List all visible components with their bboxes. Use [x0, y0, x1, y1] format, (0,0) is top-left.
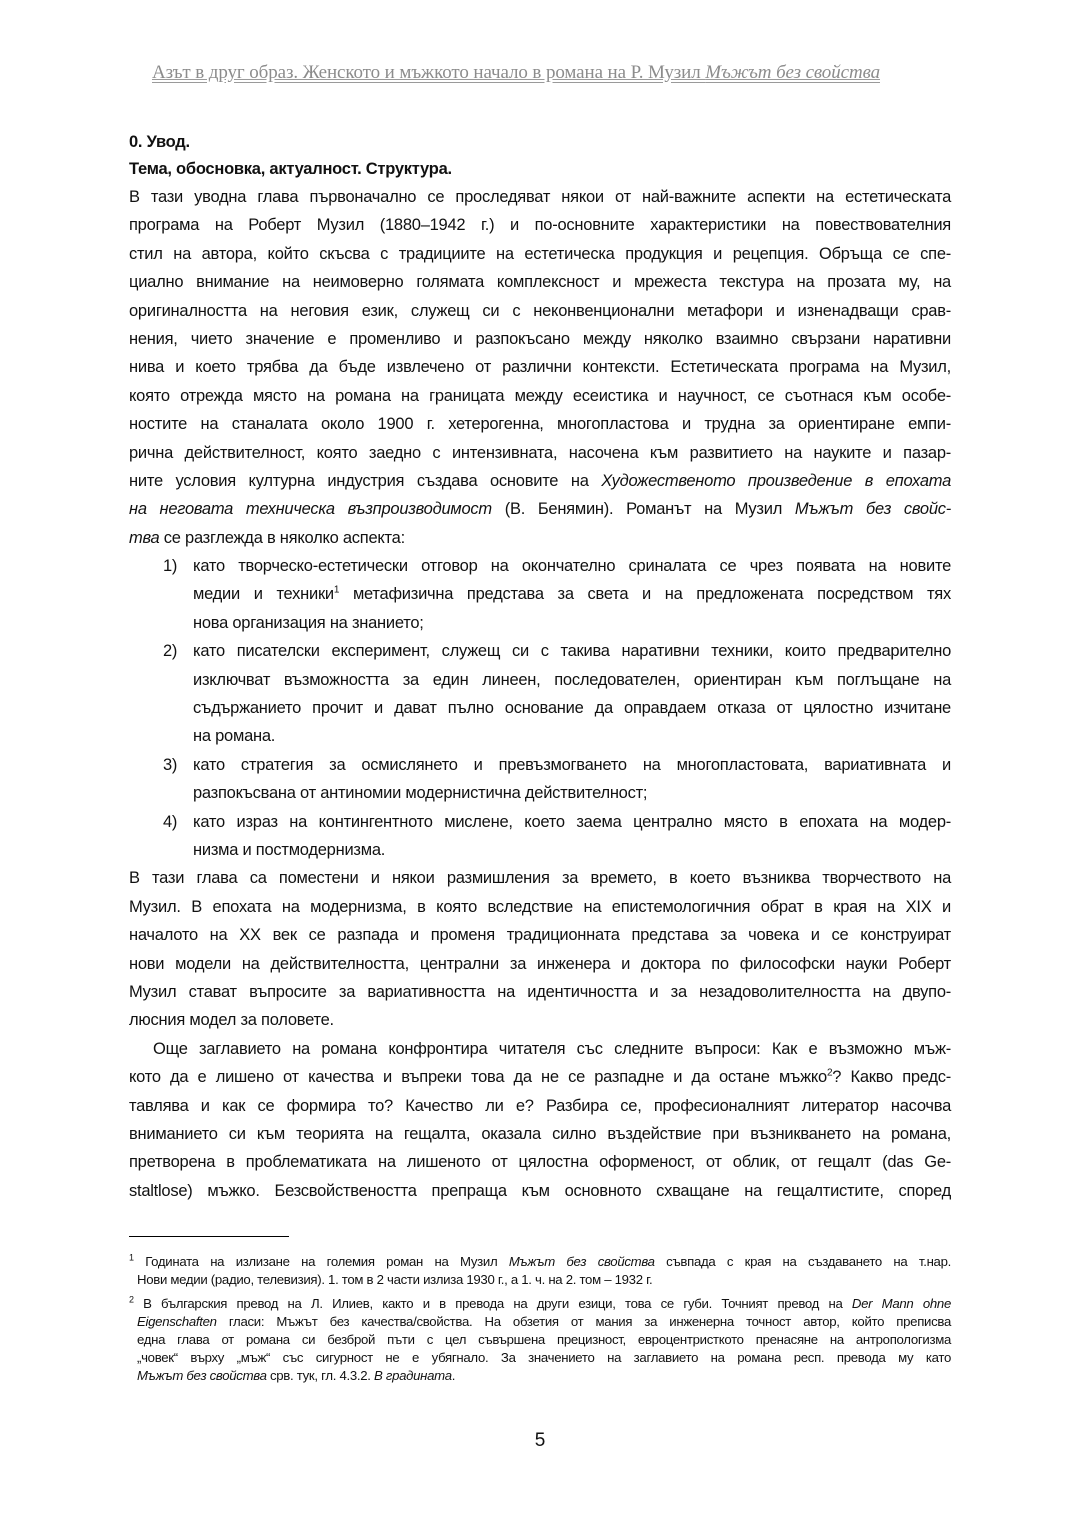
text-run: рична действителност, която заедно с интензивната, насочена към развитието на науките и пазар-	[129, 443, 951, 462]
text-line	[129, 978, 951, 1006]
text-run: В тази глава са поместени и някои размишления за времето, в което възниква творчеството на	[129, 869, 951, 888]
text-run: като стратегия за осмислянето и превъзмогването на многопластовата, вариативната и	[193, 755, 951, 774]
text-line	[129, 410, 951, 438]
text-line	[129, 524, 951, 552]
text-run: съдържанието прочит и дават пълно основание да оправдаем отказа от цялостно изчитане	[193, 699, 951, 718]
text-line	[129, 467, 951, 495]
text-line	[193, 751, 951, 779]
text-run: изключват възможността за един линеен, последователен, ориентиран към поглъщане на	[193, 670, 951, 689]
paragraph	[129, 183, 951, 552]
footnote-ref: 2	[129, 1294, 134, 1305]
italic-run: на неговата техническа възпроизводимост	[129, 500, 492, 519]
text-line	[193, 552, 951, 580]
text-run: нови модели на действителността, централни за инженера и доктора по философски науки Роберт	[129, 954, 951, 973]
text-line	[129, 495, 951, 523]
text-run: „човек“ върху „мъж“ със сигурност не е убягнало. За значението на заглавието на романа респ. превода му като	[137, 1350, 951, 1365]
text-line	[129, 325, 951, 353]
text-line	[129, 921, 951, 949]
text-run: вниманието си към теорията на гещалта, оказала силно въздействие при възникването на романа,	[129, 1124, 951, 1143]
text-line	[129, 1092, 951, 1120]
running-header	[129, 62, 903, 84]
text-run: staltlose) мъжко. Безсвойствеността препраща към основното схващане на гещалтистите, според	[129, 1181, 951, 1200]
text-line	[129, 1177, 951, 1205]
text-run: като израз на контингентното мислене, което заема централно място в епохата на модер-	[193, 812, 951, 831]
italic-run: Мъжът без свойс-	[794, 500, 951, 519]
italic-run: Мъжът без свойства	[508, 1254, 655, 1269]
text-run: като писателски експеримент, служещ си с такива наративни техники, които предварително	[193, 642, 951, 661]
text-line	[129, 1063, 951, 1091]
text-run: В тази уводна глава първоначално се проследяват някои от най-важните аспекти на естетическата	[129, 188, 951, 206]
text-run: кото да е лишено от качества и въпреки това да не се разпадне и да остане мъжко	[129, 1068, 827, 1087]
italic-run: В градината	[374, 1368, 452, 1383]
text-run: която отрежда място на романа на границата между есеистика и научност, се съотнася към особе-	[129, 386, 951, 405]
text-run: нова организация на знанието;	[193, 613, 424, 632]
footnotes	[129, 1253, 951, 1391]
list-number: 3)	[163, 755, 178, 774]
text-line	[129, 864, 951, 892]
text-run: люсния модел за половете.	[129, 1011, 334, 1030]
main-text	[129, 129, 951, 1205]
list-item	[129, 637, 951, 751]
text-line	[193, 580, 951, 608]
text-line	[129, 1035, 951, 1063]
list-item	[129, 552, 951, 637]
text-run: гласи: Мъжът без качества/свойства. На обзетия от мания за инженерна точност автор, който преписва	[216, 1314, 951, 1329]
text-line	[129, 1006, 951, 1034]
text-line	[129, 353, 951, 381]
list-number: 2)	[163, 642, 178, 661]
footnote	[129, 1295, 951, 1385]
text-line	[129, 1120, 951, 1148]
italic-run: Der Mann ohne	[851, 1296, 951, 1311]
text-run: метафизична представа за света и на предложената посредством тях	[339, 585, 951, 604]
footnote-separator	[129, 1236, 289, 1237]
text-line	[129, 1349, 951, 1367]
list-item	[129, 808, 951, 865]
text-run: на романа.	[193, 727, 276, 746]
text-run: една глава от романа си безброй пъти с цел съвършена прецизност, евроцентристкото пренасяне на антропологизма	[137, 1332, 951, 1347]
text-run: .	[451, 1368, 456, 1383]
italic-run: Художественото произведение в епохата	[601, 471, 951, 490]
text-run: В българския превод на Л. Илиев, както и в превода на други езици, това се губи. Точният превод на	[133, 1296, 852, 1311]
text-run: нения, чието значение е променливо и разпокъсано между няколко взаимно свързани наративни	[129, 329, 951, 348]
text-run: Още заглавието на романа конфронтира читателя със следните въпроси: Как е възможно мъж-	[153, 1039, 951, 1058]
text-line	[129, 1367, 951, 1385]
paragraph	[129, 864, 951, 1034]
list-item	[129, 751, 951, 808]
text-line	[129, 1148, 951, 1176]
text-line	[129, 268, 951, 296]
text-run: се разглежда в няколко аспекта:	[159, 528, 405, 547]
text-run: стил на автора, който скъсва с традициите на естетическа продукция и рецепция. Обръща се спе-	[129, 244, 951, 263]
text-line	[129, 183, 951, 211]
text-line	[129, 297, 951, 325]
text-line	[129, 1253, 951, 1271]
text-line	[193, 694, 951, 722]
text-run: тавлява и как се формира то? Качество ли е? Разбира се, професионалният литератор насочва	[129, 1096, 951, 1115]
italic-run: Мъжът без свойства	[137, 1368, 267, 1383]
text-line	[129, 211, 951, 239]
text-line	[129, 1295, 951, 1313]
text-line	[193, 666, 951, 694]
italic-run: тва	[129, 528, 160, 547]
text-line	[129, 1271, 951, 1289]
text-run: ните условия културна индустрия създава основите на	[129, 471, 602, 490]
text-line	[129, 893, 951, 921]
text-line	[193, 779, 951, 807]
text-line	[193, 722, 951, 750]
text-run: програма на Роберт Музил (1880–1942 г.) и по-основните характеристики на повествователния	[129, 216, 951, 235]
list-number: 4)	[163, 812, 178, 831]
text-run: оригиналността на неговия език, служещ си с неконвенционални метафори и изненадващи срав-	[129, 301, 951, 320]
text-run: медии и техники	[193, 585, 334, 604]
text-line	[129, 1313, 951, 1331]
footnote-ref: 1	[129, 1252, 134, 1263]
text-run: срв. тук, гл. 4.3.2.	[266, 1368, 375, 1383]
text-run: (В. Бенямин). Романът на Музил	[491, 500, 795, 519]
text-line	[193, 836, 951, 864]
text-line	[129, 950, 951, 978]
page-number: 5	[534, 1430, 546, 1451]
text-run: разпокъсвана от антиномии модернистична действителност;	[193, 784, 648, 803]
list-number: 1)	[163, 557, 178, 576]
text-line	[129, 240, 951, 268]
text-run: низма и постмодернизма.	[193, 840, 386, 859]
text-run: Музил стават въпросите за вариативността на идентичността и за незадоволителността на двупо-	[129, 982, 951, 1001]
body-blocks	[129, 183, 951, 1205]
text-line	[193, 609, 951, 637]
footnote	[129, 1253, 951, 1289]
text-run: претворена в проблематиката на лишеното от цялостна оформеност, от облик, от гещалт (das Ge-	[129, 1153, 951, 1172]
header-title: Азът в друг образ. Женското и мъжкото начало в романа на Р. Музил	[152, 62, 706, 83]
footnote-ref: 1	[333, 584, 340, 596]
text-run: Годината на излизане на големия роман на Музил	[133, 1254, 509, 1269]
text-run: циално внимание на неимоверно голямата комплексност и мрежеста текстура на прозата му, на	[129, 273, 951, 292]
text-run: Музил. В епохата на модернизма, в която вследствие на епистемологичния обрат в края на XIX и	[129, 897, 951, 916]
text-run: ? Какво предс-	[832, 1068, 951, 1087]
paragraph	[129, 1035, 951, 1205]
text-run: като творческо-естетически отговор на окончателно сриналата се чрез появата на новите	[193, 557, 951, 576]
text-line	[129, 1331, 951, 1349]
text-line	[129, 439, 951, 467]
footnote-ref: 2	[826, 1067, 833, 1079]
text-line	[193, 808, 951, 836]
text-run: началото на XX век се разпада и променя традиционната представа за човека и се конструират	[129, 926, 951, 945]
text-run: съвпада с края на създаването на т.нар.	[654, 1254, 951, 1269]
text-line	[193, 637, 951, 665]
text-run: Нови медии (радио, телевизия). 1. том в 2 части излиза 1930 г., а 1. ч. на 2. том – 1932 г.	[137, 1272, 653, 1287]
chapter-heading: 0. Увод.	[129, 133, 190, 151]
text-line	[129, 382, 951, 410]
text-run: нива и което трябва да бъде извлечено от различни контексти. Естетическата програма на Музил,	[129, 358, 951, 377]
header-title-italic: Мъжът без свойства	[705, 62, 880, 83]
italic-run: Eigenschaften	[137, 1314, 217, 1329]
text-run: ностите на станалата около 1900 г. хетерогенна, многопластова и трудна за ориентиране емпи-	[129, 415, 951, 434]
section-heading: Тема, обосновка, актуалност. Структура.	[129, 160, 452, 178]
